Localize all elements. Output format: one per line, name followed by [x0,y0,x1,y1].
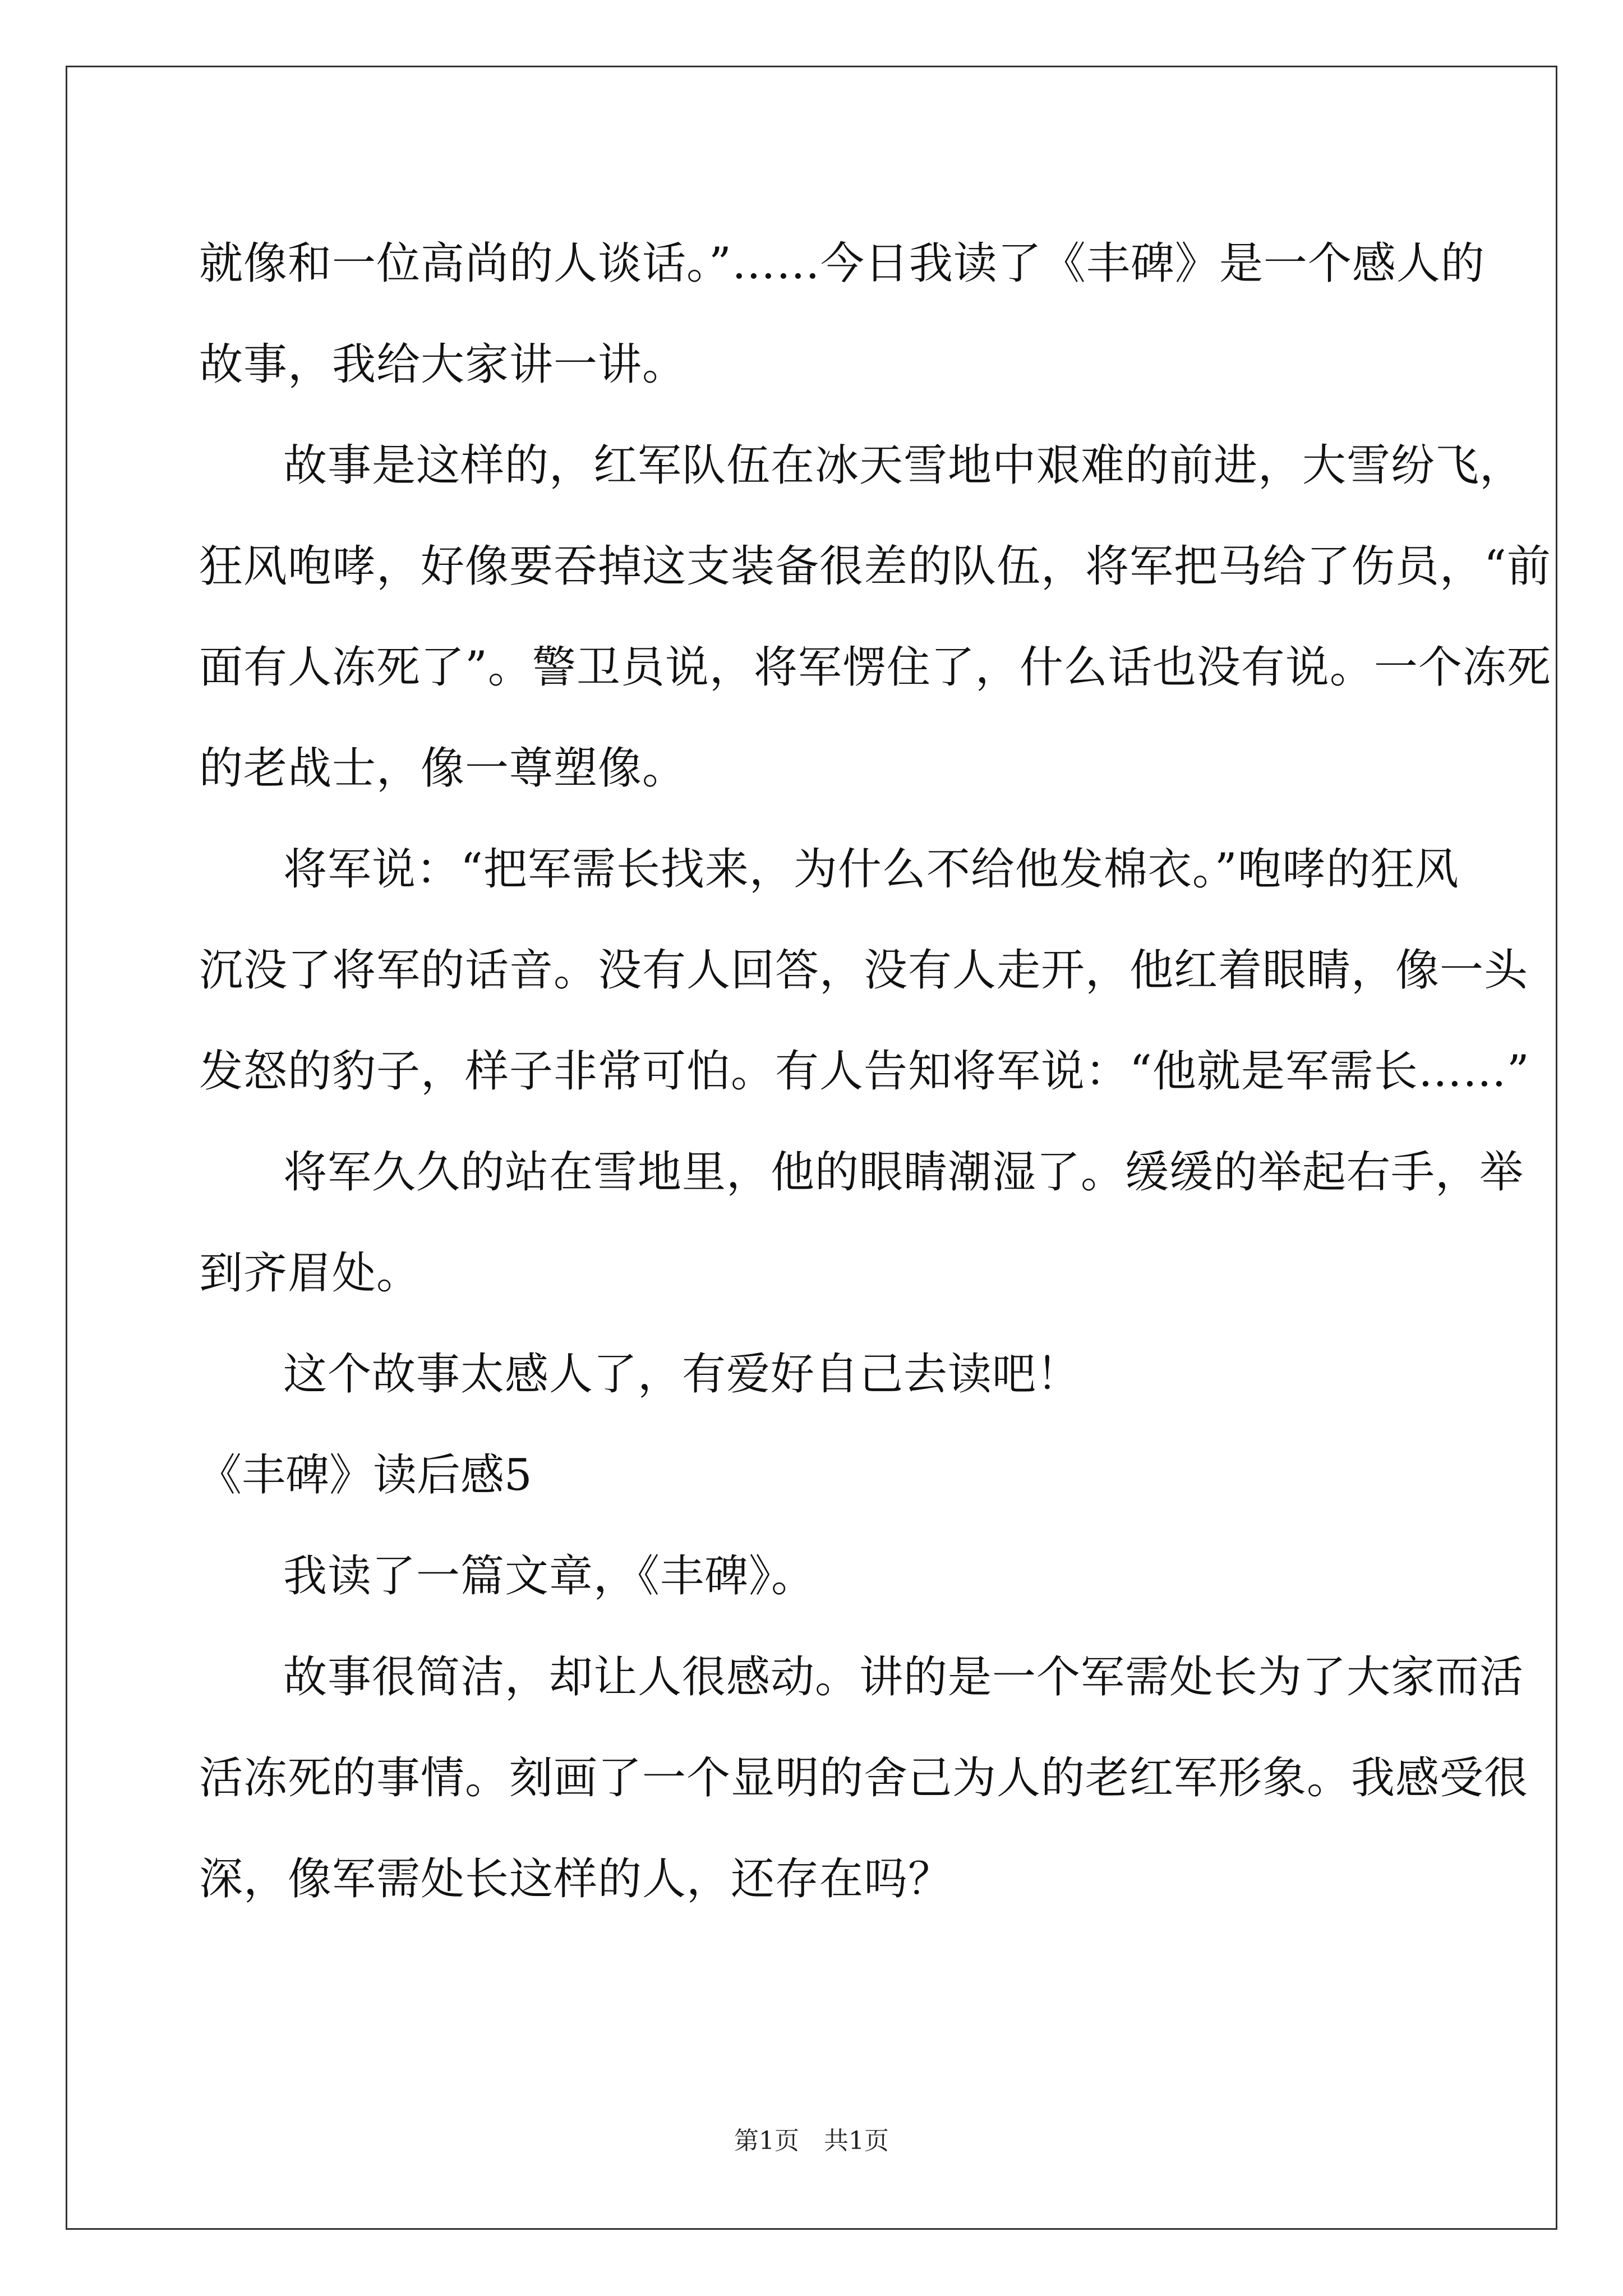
paragraph-line: 我读了一篇文章，《丰碑》。 [283,1551,816,1602]
paragraph-line: 故事，我给大家讲一讲。 [199,339,687,390]
paragraph-line: 深，像军需处长这样的人，还存在吗？ [199,1854,953,1904]
document-body [198,213,1551,1930]
paragraph-line: 活冻死的事情。刻画了一个显明的舍己为人的老红军形象。我感受很 [199,1753,1529,1803]
paragraph-line: 就像和一位高尚的人谈话。”……今日我读了《丰碑》是一个感人的 [199,238,1485,289]
paragraph-line: 到齐眉处。 [199,1248,421,1299]
paragraph-line: 发怒的豹子，样子非常可怕。有人告知将军说：“他就是军需长……” [199,1046,1530,1097]
section-title: 《丰碑》读后感5 [198,1450,532,1501]
paragraph-line: 沉没了将军的话音。没有人回答，没有人走开，他红着眼睛，像一头 [199,945,1529,996]
page-footer: 第1页 共1页 [734,2127,889,2155]
paragraph-line: 故事很简洁，却让人很感动。讲的是一个军需处长为了大家而活 [283,1652,1524,1703]
paragraph-line: 的老战士，像一尊塑像。 [199,743,687,794]
paragraph-line: 将军久久的站在雪地里，他的眼睛潮湿了。缓缓的举起右手，举 [283,1147,1524,1198]
paragraph-line: 面有人冻死了”。警卫员说，将军愣住了，什么话也没有说。一个冻死 [199,642,1551,693]
paragraph-line: 狂风咆哮，好像要吞掉这支装备很差的队伍，将军把马给了伤员，“前 [199,541,1551,592]
paragraph-line: 故事是这样的，红军队伍在冰天雪地中艰难的前进，大雪纷飞， [283,440,1524,491]
paragraph-line: 这个故事太感人了，有爱好自己去读吧！ [283,1349,1081,1400]
paragraph-line: 将军说：“把军需长找来，为什么不给他发棉衣。”咆哮的狂风 [283,844,1459,895]
